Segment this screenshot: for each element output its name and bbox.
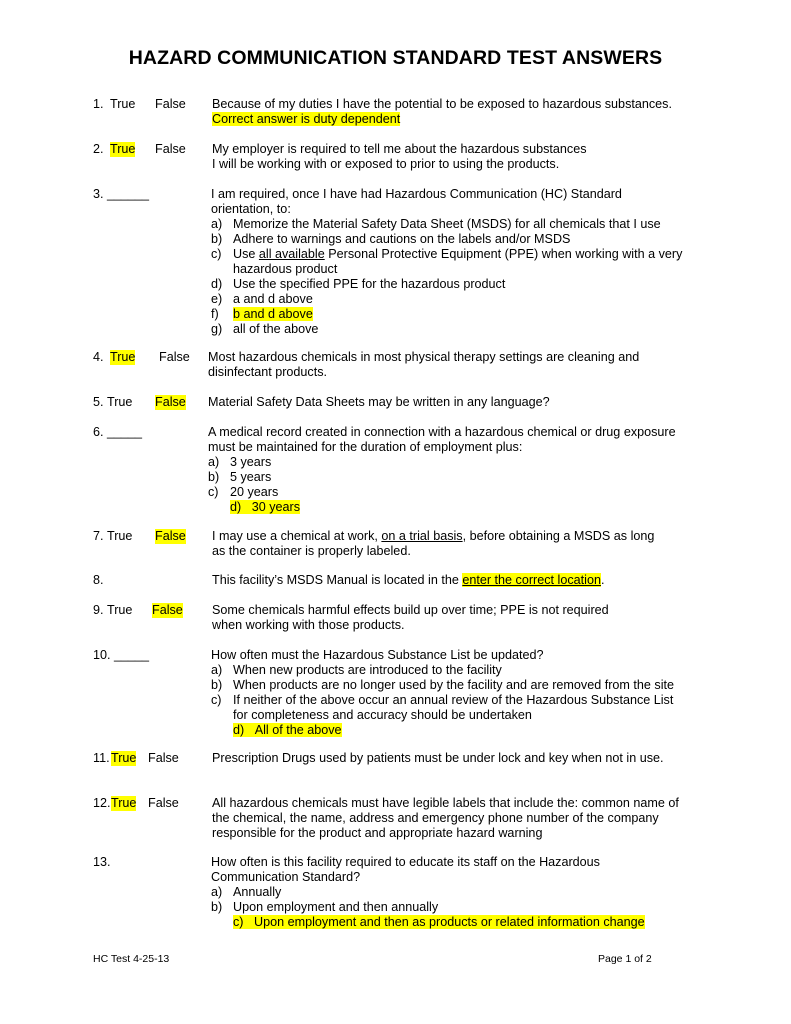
false-option-highlighted: False (155, 395, 186, 409)
true-option: True (110, 97, 136, 111)
question-text: as the container is properly labeled. (212, 544, 411, 558)
option-c: c) 20 years (208, 485, 279, 499)
question-text: How often is this facility required to educate its staff on the Hazardous (211, 855, 600, 869)
question-text: Some chemicals harmful effects build up over time; PPE is not required (212, 603, 609, 617)
true-option: True (107, 529, 133, 543)
question-text: when working with those products. (212, 618, 405, 632)
question-number: 7. (93, 529, 104, 543)
question-text: Material Safety Data Sheets may be written in any language? (208, 395, 550, 409)
false-option-highlighted: False (152, 603, 183, 617)
question-text: This facility’s MSDS Manual is located in the enter the correct location. (212, 573, 605, 587)
underlined-text: on a trial basis (381, 529, 463, 543)
highlighted-location-field: enter the correct location (462, 573, 601, 587)
question-text: disinfectant products. (208, 365, 328, 379)
footer-page-number: Page 1 of 2 (598, 953, 652, 965)
option-c: c) Use all available Personal Protective Equipment (PPE) when working with a very (211, 247, 683, 261)
page-title: HAZARD COMMUNICATION STANDARD TEST ANSWERS (128, 47, 663, 69)
false-option: False (159, 350, 190, 364)
question-text: My employer is required to tell me about the hazardous substances (212, 142, 587, 156)
underlined-text: all available (258, 247, 325, 261)
option-b: b) Upon employment and then annually (211, 900, 439, 914)
option-c-continued: for completeness and accuracy should be undertaken (233, 708, 532, 722)
question-number: 9. (93, 603, 104, 617)
option-c-continued: hazardous product (233, 262, 338, 276)
option-a: a) 3 years (208, 455, 272, 469)
question-number: 10. _____ (93, 648, 150, 662)
question-text: Prescription Drugs used by patients must be under lock and key when not in use. (212, 751, 664, 765)
true-option: True (107, 603, 133, 617)
option-b: b) Adhere to warnings and cautions on the labels and/or MSDS (211, 232, 571, 246)
true-option-highlighted: True (111, 796, 137, 810)
option-a: a) When new products are introduced to the facility (211, 663, 502, 677)
question-number: 8. (93, 573, 104, 587)
question-text: Most hazardous chemicals in most physical therapy settings are cleaning and (208, 350, 640, 364)
question-text: I will be working with or exposed to prior to using the products. (212, 157, 560, 171)
option-d: d) Use the specified PPE for the hazardous product (211, 277, 506, 291)
question-number: 13. (93, 855, 111, 869)
option-e: e) a and d above (211, 292, 313, 306)
question-text: Communication Standard? (211, 870, 361, 884)
option-d-correct: d) 30 years (230, 500, 301, 514)
option-f-correct: f) b and d above (211, 307, 313, 321)
true-option-highlighted: True (111, 751, 137, 765)
option-a: a) Memorize the Material Safety Data Sheet (MSDS) for all chemicals that I use (211, 217, 661, 231)
option-c-correct: c) Upon employment and then as products or related information change (233, 915, 645, 929)
highlighted-answer: Correct answer is duty dependent (212, 112, 401, 126)
false-option: False (155, 97, 186, 111)
question-number: 5. (93, 395, 104, 409)
question-text: responsible for the product and appropriate hazard warning (212, 826, 543, 840)
question-number: 6. _____ (93, 425, 143, 439)
question-text: must be maintained for the duration of employment plus: (208, 440, 523, 454)
option-d-correct: d) All of the above (233, 723, 342, 737)
true-option: True (107, 395, 133, 409)
question-text: Because of my duties I have the potential to be exposed to hazardous substances. (212, 97, 672, 111)
question-text: orientation, to: (211, 202, 291, 216)
true-option-highlighted: True (110, 350, 136, 364)
option-b: b) When products are no longer used by the facility and are removed from the site (211, 678, 675, 692)
option-g: g) all of the above (211, 322, 319, 336)
false-option-highlighted: False (155, 529, 186, 543)
false-option: False (155, 142, 186, 156)
question-text: I may use a chemical at work, on a trial basis, before obtaining a MSDS as long (212, 529, 655, 543)
question-text: A medical record created in connection with a hazardous chemical or drug exposure (208, 425, 676, 439)
question-number: 11. (93, 751, 110, 765)
question-number: 12. (93, 796, 111, 810)
question-number: 1. (93, 97, 104, 111)
question-number: 3. ______ (93, 187, 150, 201)
question-number: 2. (93, 142, 104, 156)
question-text: All hazardous chemicals must have legible labels that include the: common name of (212, 796, 679, 810)
option-b: b) 5 years (208, 470, 272, 484)
footer-doc-id: HC Test 4-25-13 (93, 953, 170, 965)
question-text: I am required, once I have had Hazardous Communication (HC) Standard (211, 187, 622, 201)
option-c: c) If neither of the above occur an annual review of the Hazardous Substance List (211, 693, 674, 707)
question-text: the chemical, the name, address and emergency phone number of the company (212, 811, 659, 825)
question-number: 4. (93, 350, 104, 364)
false-option: False (148, 751, 179, 765)
false-option: False (148, 796, 179, 810)
true-option-highlighted: True (110, 142, 136, 156)
option-a: a) Annually (211, 885, 282, 899)
question-text: How often must the Hazardous Substance List be updated? (211, 648, 544, 662)
